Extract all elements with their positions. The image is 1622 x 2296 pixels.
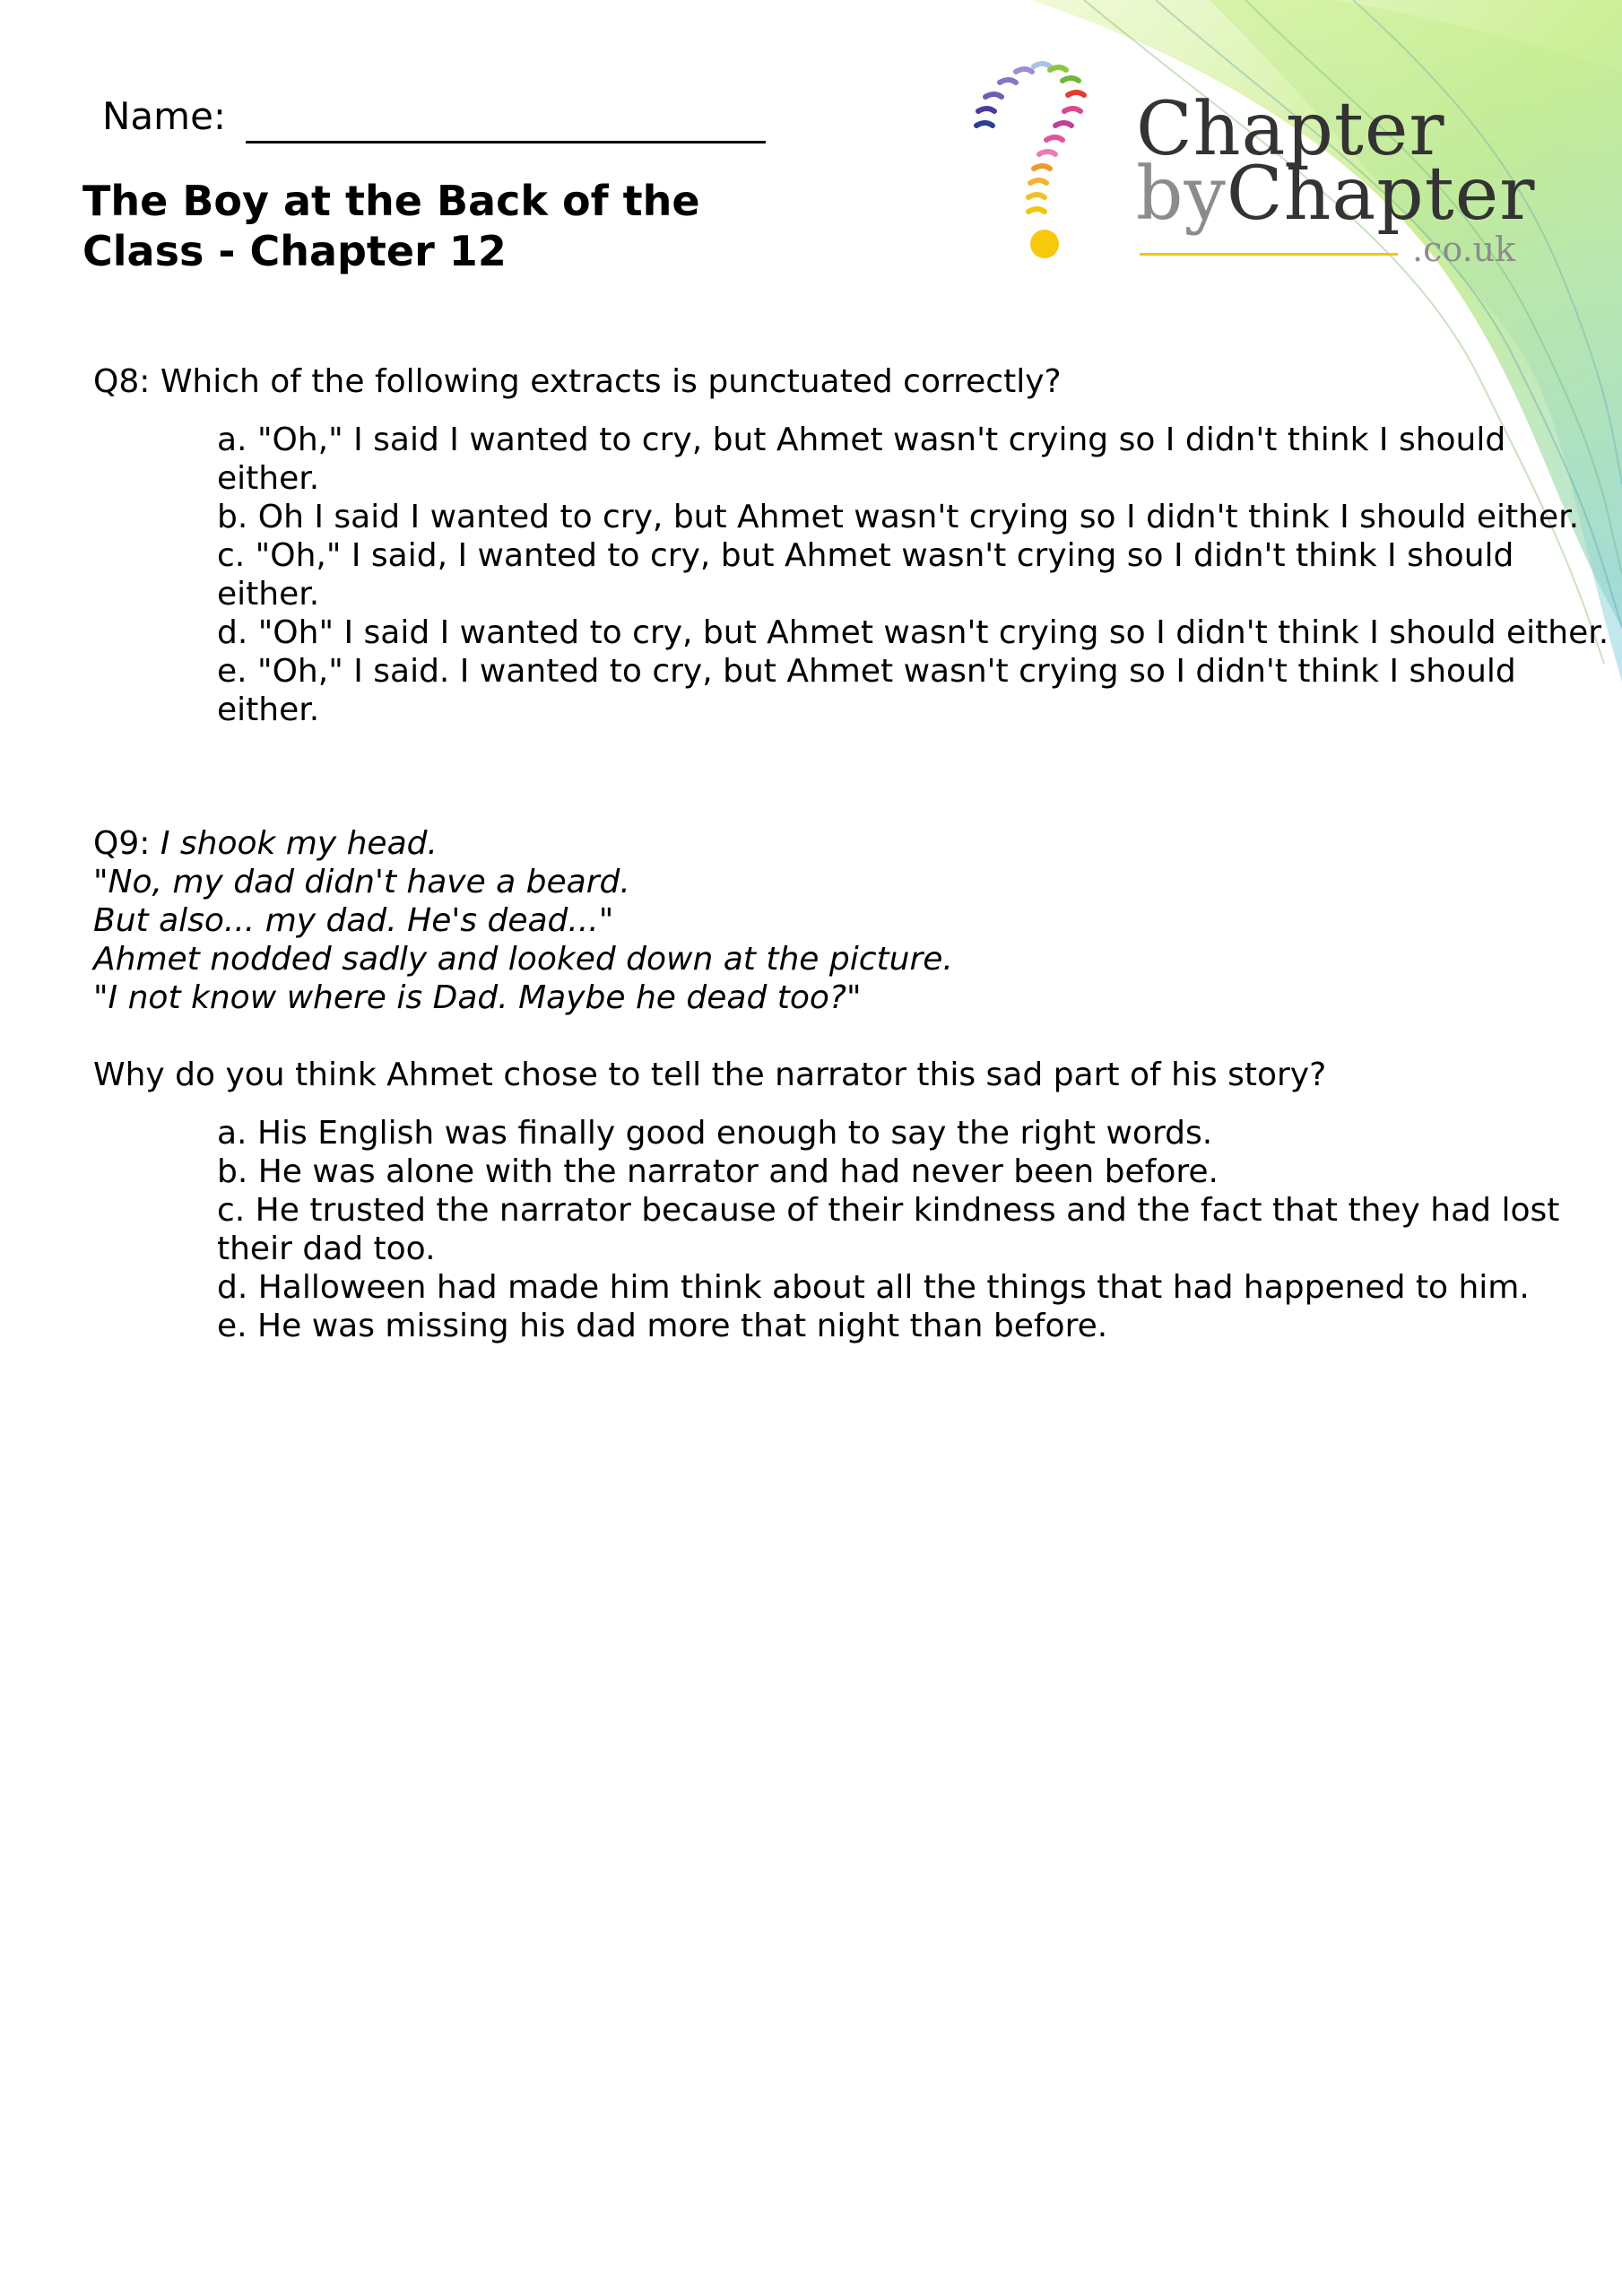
logo-word-chapter-2: Chapter — [1226, 152, 1536, 237]
question-mark-books-icon — [964, 54, 1125, 314]
name-blank-line[interactable] — [246, 98, 766, 144]
q9-question: Why do you think Ahmet chose to tell the narrator this sad part of his story? — [93, 1057, 1327, 1093]
q9-option-c[interactable]: c. He trusted the narrator because of their kindness and the fact that they had lost their dad too. — [217, 1192, 1560, 1267]
q9-extract-line: "No, my dad didn't have a beard. — [93, 864, 630, 900]
q8-option-a[interactable]: a. "Oh," I said I wanted to cry, but Ahmet wasn't crying so I didn't think I should either. — [217, 422, 1506, 497]
q9-option-b[interactable]: b. He was alone with the narrator and had never been before. — [217, 1153, 1219, 1190]
logo-word-chapter: Chapter — [1136, 87, 1445, 172]
q8-prompt: Q8: Which of the following extracts is punctuated correctly? — [93, 363, 1062, 400]
q9-extract-line: I shook my head. — [160, 825, 438, 862]
q9-label: Q9: — [93, 825, 160, 862]
question-8 — [93, 362, 1609, 729]
q9-options — [217, 1114, 1616, 1345]
chapter-by-chapter-logo — [964, 54, 1538, 314]
q8-option-b[interactable]: b. Oh I said I wanted to cry, but Ahmet wasn't crying so I didn't think I should either. — [217, 499, 1580, 535]
logo-word-by: by — [1136, 152, 1227, 237]
q9-option-d[interactable]: d. Halloween had made him think about all the things that had happened to him. — [217, 1269, 1530, 1306]
q8-options — [217, 421, 1616, 729]
q9-option-a[interactable]: a. His English was finally good enough to say the right words. — [217, 1115, 1213, 1152]
q8-option-d[interactable]: d. "Oh" I said I wanted to cry, but Ahmet wasn't crying so I didn't think I should either. — [217, 614, 1609, 651]
q9-option-e[interactable]: e. He was missing his dad more that night than before. — [217, 1308, 1108, 1344]
logo-word-bychapter — [1136, 154, 1535, 235]
q9-extract-line: Ahmet nodded sadly and looked down at the picture. — [93, 941, 953, 978]
q9-extract — [93, 824, 1528, 1017]
logo-underline — [1140, 253, 1398, 256]
q8-option-c[interactable]: c. "Oh," I said, I wanted to cry, but Ahmet wasn't crying so I didn't think I should either. — [217, 537, 1514, 613]
q9-extract-line: But also... my dad. He's dead..." — [93, 902, 614, 939]
worksheet-body — [93, 362, 1609, 1345]
logo-domain: .co.uk — [1412, 230, 1516, 269]
name-field — [102, 90, 766, 144]
q9-extract-line: "I not know where is Dad. Maybe he dead too?" — [93, 979, 862, 1016]
name-label: Name: — [102, 94, 227, 138]
q8-option-e[interactable]: e. "Oh," I said. I wanted to cry, but Ahmet wasn't crying so I didn't think I should either. — [217, 653, 1516, 728]
question-9 — [93, 824, 1560, 1345]
worksheet-title: The Boy at the Back of the Class - Chapter 12 — [82, 177, 700, 275]
